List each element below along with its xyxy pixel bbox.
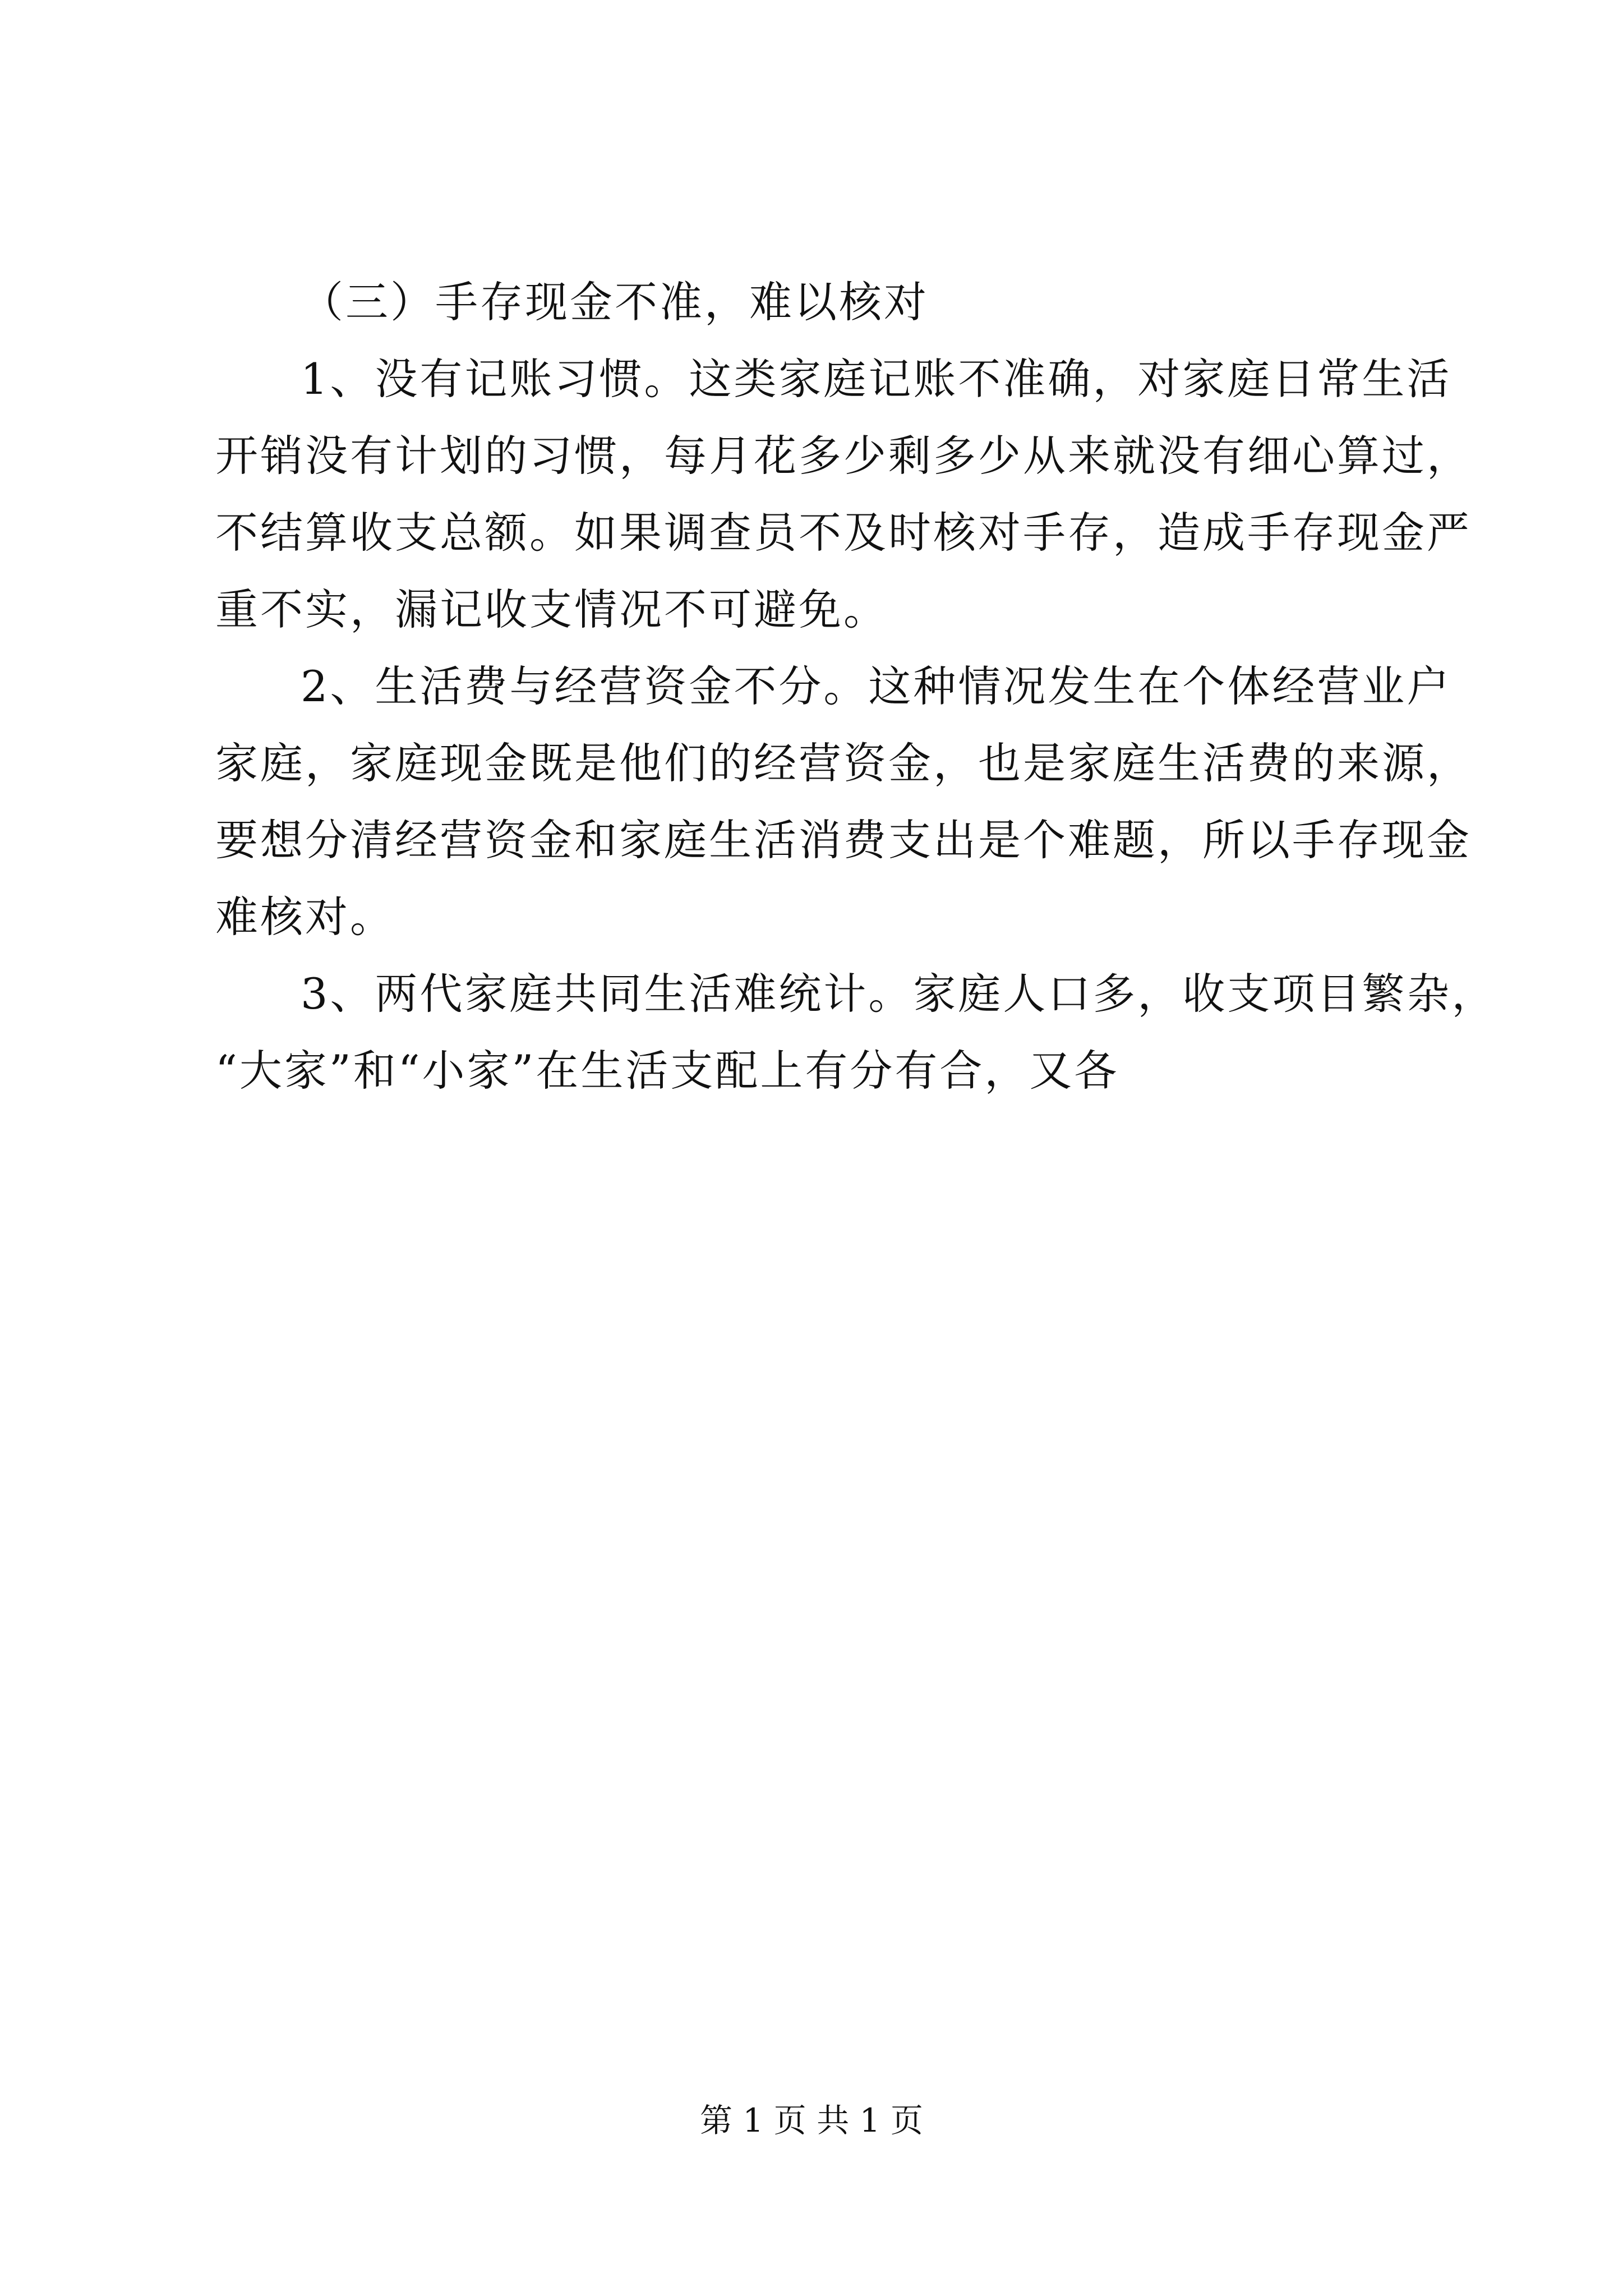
paragraph-2 bbox=[215, 648, 1472, 955]
heading-text: （三）手存现金不准，难以核对 bbox=[301, 277, 929, 327]
paragraph-line: 开销没有计划的习惯，每月花多少剩多少从来就没有细心算过， bbox=[215, 431, 1472, 481]
paragraph-1 bbox=[215, 341, 1472, 648]
paragraph-line: 重不实，漏记收支情况不可避免。 bbox=[215, 585, 888, 634]
paragraph-line: “大家”和“小家”在生活支配上有分有合，又各 bbox=[215, 1046, 1119, 1096]
paragraph-line: 要想分清经营资金和家庭生活消费支出是个难题，所以手存现金 bbox=[215, 815, 1472, 865]
paragraph-3 bbox=[215, 955, 1497, 1109]
paragraph-line: 2、生活费与经营资金不分。这种情况发生在个体经营业户 bbox=[301, 661, 1452, 711]
paragraph-line: 难核对。 bbox=[215, 892, 395, 942]
page-footer bbox=[0, 2101, 1623, 2140]
paragraph-line: 不结算收支总额。如果调查员不及时核对手存，造成手存现金严 bbox=[215, 508, 1472, 558]
paragraph-line: 家庭，家庭现金既是他们的经营资金，也是家庭生活费的来源， bbox=[215, 738, 1472, 788]
section-heading bbox=[215, 264, 1427, 341]
paragraph-line: 1、没有记账习惯。这类家庭记账不准确，对家庭日常生活 bbox=[301, 354, 1452, 404]
paragraph-line: 3、两代家庭共同生活难统计。家庭人口多，收支项目繁杂， bbox=[301, 969, 1497, 1019]
page-number-label: 第 1 页 共 1 页 bbox=[700, 2101, 923, 2139]
document-body bbox=[215, 264, 1497, 1109]
